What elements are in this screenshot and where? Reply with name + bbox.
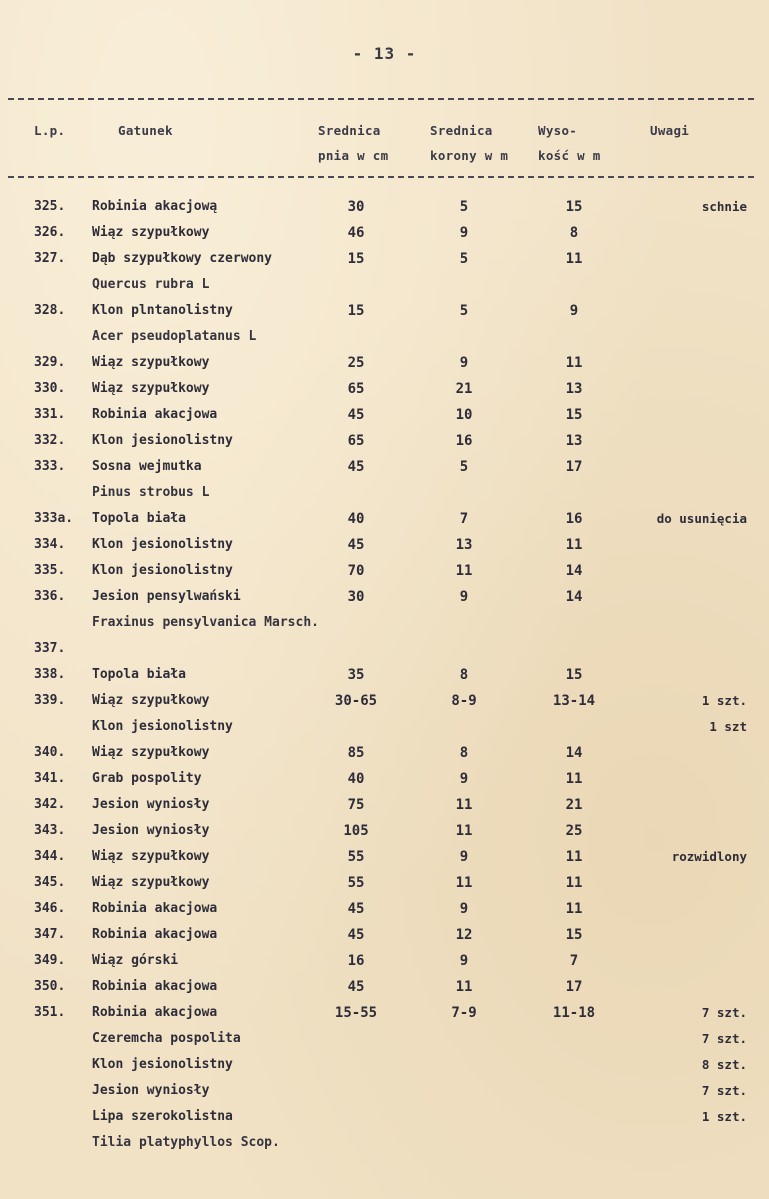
row-species: Robinia akacjowa [92,407,218,422]
row-stem-diameter: 15 [347,303,365,319]
row-height: 11 [565,849,583,865]
row-species: Jesion pensylwański [92,589,241,604]
row-crown-diameter: 9 [459,771,469,787]
row-notes: schnie [701,199,747,214]
table-row [0,1000,769,1026]
row-stem-diameter: 45 [347,901,365,917]
row-species: Sosna wejmutka [92,459,202,474]
row-lp: 340. [34,745,66,760]
row-crown-diameter: 7 [459,511,469,527]
row-lp: 330. [34,381,66,396]
row-lp: 342. [34,797,66,812]
row-species: Robinia akacjowa [92,1005,218,1020]
row-species: Jesion wyniosły [92,1083,210,1098]
row-stem-diameter: 65 [347,381,365,397]
table-row [0,662,769,688]
row-species: Jesion wyniosły [92,797,210,812]
row-lp: 336. [34,589,66,604]
row-height: 17 [565,459,583,475]
table-header [0,118,769,168]
row-lp: 337. [34,641,66,656]
row-notes: 1 szt [709,719,747,734]
table-row [0,298,769,324]
table-row [0,870,769,896]
row-crown-diameter: 11 [455,563,473,579]
row-height: 25 [565,823,583,839]
row-notes: 1 szt. [701,1109,747,1124]
row-height: 11-18 [552,1005,596,1021]
table-row [0,428,769,454]
header-stem-diameter-line2: pnia w cm [318,148,389,163]
row-crown-diameter: 11 [455,875,473,891]
header-stem-diameter-line1: Srednica [318,123,381,138]
row-species: Robinia akacjowa [92,979,218,994]
table-row [0,974,769,1000]
row-lp: 343. [34,823,66,838]
row-species: Tilia platyphyllos Scop. [92,1135,280,1150]
row-stem-diameter: 46 [347,225,365,241]
row-lp: 332. [34,433,66,448]
table-top-rule [8,98,754,100]
header-height-line1: Wyso- [538,123,578,138]
row-stem-diameter: 30-65 [334,693,378,709]
table-row [0,506,769,532]
row-species: Wiąz szypułkowy [92,225,210,240]
row-species: Klon plntanolistny [92,303,233,318]
row-crown-diameter: 12 [455,927,473,943]
table-row [0,402,769,428]
row-lp: 327. [34,251,66,266]
row-height: 8 [569,225,579,241]
row-stem-diameter: 25 [347,355,365,371]
row-notes: 1 szt. [701,693,747,708]
row-notes: rozwidlony [671,849,747,864]
row-notes: 7 szt. [701,1031,747,1046]
row-height: 9 [569,303,579,319]
row-species: Robinia akacjową [92,199,218,214]
row-species: Grab pospolity [92,771,202,786]
row-crown-diameter: 9 [459,953,469,969]
row-height: 13-14 [552,693,596,709]
row-lp: 333a. [34,511,74,526]
row-species: Wiąz szypułkowy [92,693,210,708]
row-height: 14 [565,563,583,579]
row-species: Robinia akacjowa [92,901,218,916]
row-height: 11 [565,875,583,891]
table-row [0,636,769,662]
row-lp: 350. [34,979,66,994]
row-crown-diameter: 10 [455,407,473,423]
row-height: 13 [565,433,583,449]
table-row [0,1026,769,1052]
row-lp: 333. [34,459,66,474]
row-stem-diameter: 16 [347,953,365,969]
row-species: Wiąz górski [92,953,179,968]
row-stem-diameter: 40 [347,511,365,527]
row-lp: 338. [34,667,66,682]
row-species: Wiąz szypułkowy [92,355,210,370]
row-height: 11 [565,771,583,787]
row-height: 11 [565,355,583,371]
table-row [0,896,769,922]
row-height: 15 [565,927,583,943]
table-row [0,220,769,246]
row-stem-diameter: 15-55 [334,1005,378,1021]
row-crown-diameter: 5 [459,459,469,475]
row-height: 17 [565,979,583,995]
table-row [0,610,769,636]
row-lp: 326. [34,225,66,240]
header-height-line2: kość w m [538,148,601,163]
row-species: Robinia akacjowa [92,927,218,942]
row-lp: 345. [34,875,66,890]
row-species: Topola biała [92,667,186,682]
row-crown-diameter: 11 [455,823,473,839]
row-crown-diameter: 9 [459,849,469,865]
row-crown-diameter: 5 [459,251,469,267]
row-lp: 331. [34,407,66,422]
table-row [0,1130,769,1156]
row-lp: 325. [34,199,66,214]
row-notes: 8 szt. [701,1057,747,1072]
row-stem-diameter: 75 [347,797,365,813]
table-row [0,532,769,558]
row-height: 14 [565,589,583,605]
row-species: Pinus strobus L [92,485,210,500]
row-species: Wiąz szypułkowy [92,381,210,396]
table-row [0,194,769,220]
header-notes: Uwagi [650,123,690,138]
row-stem-diameter: 105 [343,823,369,839]
row-height: 15 [565,667,583,683]
row-species: Klon jesionolistny [92,563,233,578]
table-row [0,376,769,402]
row-crown-diameter: 11 [455,979,473,995]
row-crown-diameter: 9 [459,589,469,605]
row-stem-diameter: 55 [347,875,365,891]
row-stem-diameter: 30 [347,589,365,605]
row-height: 11 [565,251,583,267]
row-lp: 344. [34,849,66,864]
row-height: 7 [569,953,579,969]
row-stem-diameter: 70 [347,563,365,579]
row-crown-diameter: 9 [459,225,469,241]
table-row [0,766,769,792]
row-stem-diameter: 40 [347,771,365,787]
row-crown-diameter: 9 [459,355,469,371]
row-height: 13 [565,381,583,397]
row-species: Acer pseudoplatanus L [92,329,257,344]
row-height: 15 [565,407,583,423]
table-row [0,1052,769,1078]
table-row [0,818,769,844]
row-lp: 328. [34,303,66,318]
header-species: Gatunek [118,123,173,138]
table-row [0,454,769,480]
row-lp: 351. [34,1005,66,1020]
table-row [0,948,769,974]
table-row [0,740,769,766]
header-crown-diameter-line2: korony w m [430,148,509,163]
table-row [0,844,769,870]
row-lp: 334. [34,537,66,552]
row-species: Quercus rubra L [92,277,210,292]
table-row [0,1078,769,1104]
row-lp: 349. [34,953,66,968]
row-crown-diameter: 21 [455,381,473,397]
row-stem-diameter: 65 [347,433,365,449]
row-crown-diameter: 9 [459,901,469,917]
table-row [0,480,769,506]
table-row [0,350,769,376]
row-species: Wiąz szypułkowy [92,745,210,760]
table-header-rule [8,176,754,178]
row-lp: 329. [34,355,66,370]
row-species: Czeremcha pospolita [92,1031,241,1046]
header-crown-diameter-line1: Srednica [430,123,493,138]
row-stem-diameter: 15 [347,251,365,267]
row-crown-diameter: 8 [459,667,469,683]
row-crown-diameter: 11 [455,797,473,813]
row-species: Jesion wyniosły [92,823,210,838]
row-species: Wiąz szypułkowy [92,849,210,864]
row-crown-diameter: 5 [459,199,469,215]
row-species: Dąb szypułkowy czerwony [92,251,273,266]
row-notes: do usunięcia [656,511,747,526]
row-height: 15 [565,199,583,215]
table-row [0,584,769,610]
row-stem-diameter: 45 [347,979,365,995]
table-row [0,792,769,818]
page-number: - 13 - [352,44,417,63]
row-species: Wiąz szypułkowy [92,875,210,890]
table-row [0,246,769,272]
table-row [0,714,769,740]
row-species: Klon jesionolistny [92,537,233,552]
row-crown-diameter: 8 [459,745,469,761]
row-crown-diameter: 5 [459,303,469,319]
row-notes: 7 szt. [701,1083,747,1098]
row-stem-diameter: 45 [347,537,365,553]
header-lp: L.p. [34,123,66,138]
row-stem-diameter: 45 [347,459,365,475]
row-species: Klon jesionolistny [92,1057,233,1072]
row-stem-diameter: 30 [347,199,365,215]
row-stem-diameter: 35 [347,667,365,683]
row-species: Lipa szerokolistna [92,1109,233,1124]
row-height: 21 [565,797,583,813]
row-crown-diameter: 16 [455,433,473,449]
row-stem-diameter: 45 [347,927,365,943]
row-stem-diameter: 55 [347,849,365,865]
table-row [0,688,769,714]
table-row [0,558,769,584]
table-row [0,922,769,948]
table-row [0,324,769,350]
row-species: Topola biała [92,511,186,526]
row-height: 16 [565,511,583,527]
row-crown-diameter: 7-9 [451,1005,477,1021]
row-stem-diameter: 85 [347,745,365,761]
row-lp: 347. [34,927,66,942]
row-crown-diameter: 8-9 [451,693,477,709]
row-height: 11 [565,901,583,917]
row-lp: 335. [34,563,66,578]
row-height: 11 [565,537,583,553]
row-crown-diameter: 13 [455,537,473,553]
row-notes: 7 szt. [701,1005,747,1020]
row-species: Fraxinus pensylvanica Marsch. [92,615,319,630]
table-row [0,1104,769,1130]
row-species: Klon jesionolistny [92,433,233,448]
row-species: Klon jesionolistny [92,719,233,734]
row-lp: 341. [34,771,66,786]
row-stem-diameter: 45 [347,407,365,423]
table-row [0,272,769,298]
row-height: 14 [565,745,583,761]
row-lp: 346. [34,901,66,916]
row-lp: 339. [34,693,66,708]
